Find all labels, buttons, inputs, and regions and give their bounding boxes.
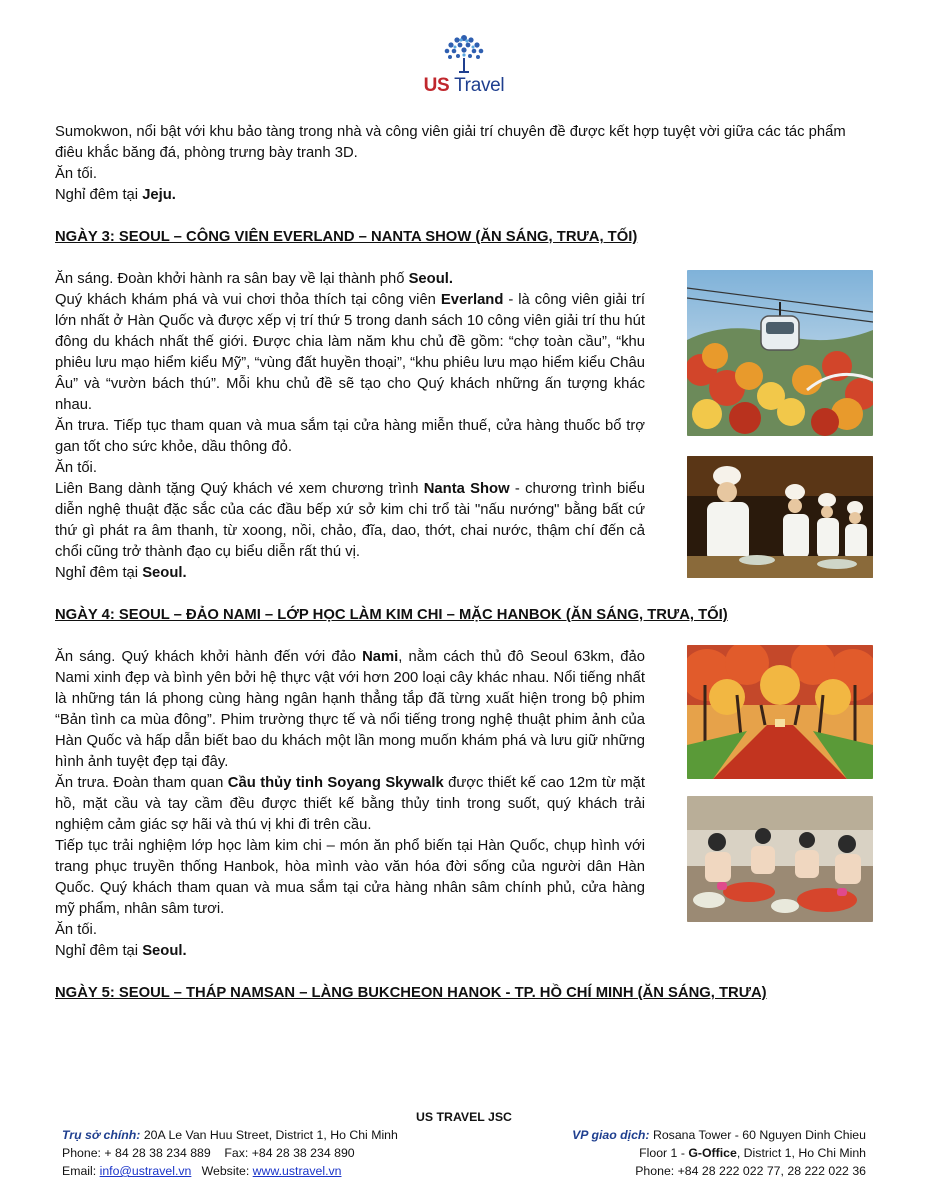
office-address: Rosana Tower - 60 Nguyen Dinh Chieu	[649, 1128, 866, 1142]
tree-logo-icon	[441, 32, 487, 74]
nanta-photo-art	[687, 456, 873, 578]
day3-p1	[55, 269, 645, 290]
nami-island-trees-photo	[687, 645, 873, 779]
brand-us: US	[423, 75, 450, 96]
nanta-show-chefs-photo	[687, 456, 873, 578]
day3-p5-bold: Nanta Show	[423, 481, 510, 497]
day3-text	[55, 269, 645, 584]
footer-office-phone: Phone: +84 28 222 022 77, 28 222 022 36	[635, 1164, 866, 1178]
day4-p2-text: Ăn trưa. Đoàn tham quan	[55, 775, 228, 791]
day3-p4: Ăn tối.	[55, 460, 97, 476]
day4-p4: Ăn tối.	[55, 922, 97, 938]
footer-hq-phone: Phone: + 84 28 38 234 889 Fax: +84 28 38 234 890	[62, 1146, 355, 1160]
footer-office	[572, 1126, 866, 1144]
day3-p2-text: Quý khách khám phá và vui chơi thỏa thích tại công viên	[55, 292, 441, 308]
hq-label: Trụ sở chính:	[62, 1128, 141, 1142]
day4-p5-bold: Seoul.	[142, 943, 187, 959]
day3-p6	[55, 563, 645, 584]
email-link[interactable]: info@ustravel.vn	[99, 1164, 192, 1178]
day3-p2	[55, 290, 645, 416]
day3-p1-text: Ăn sáng. Đoàn khởi hành ra sân bay về lại thành phố	[55, 271, 409, 287]
nami-photo-art	[687, 645, 873, 779]
intro-dinner: Ăn tối.	[55, 166, 97, 182]
office-floor-rest: , District 1, Ho Chi Minh	[736, 1146, 866, 1160]
day4-p1-rest: , nằm cách thủ đô Seoul 63km, đảo Nami xinh đẹp và bình yên bởi hệ thực vật với hơn 200 loại cây khác nhau. Nổi tiếng nhất là những tán lá phong cùng hàng ngân hạnh thẳng tắp đã từng xuất hiện trong bộ phim “Bản tình ca mùa đông”. Phim trường thực tế và nổi tiếng trong nghệ thuật phim ảnh của Hàn Quốc và hấp dẫn biết bao du khách một lần mong muốn khám phá và lưu giữ những hình ảnh tuyệt đẹp tại đây.	[55, 649, 645, 770]
day3-p5-rest: - chương trình biểu diễn nghệ thuật đặc sắc của các đầu bếp xứ sở kim chi trổ tài "nấu nướng" bằng bất cứ thứ gì phát ra âm thanh, từ xoong, nồi, chảo, đĩa, dao, thớt, chai nước, thậm chí đến cả chổi cũng trở thành đạo cụ biểu diễn rất thú vị.	[55, 481, 646, 560]
website-label: Website:	[191, 1164, 253, 1178]
day3-p3: Ăn trưa. Tiếp tục tham quan và mua sắm tại cửa hàng miễn thuế, cửa hàng thuốc bổ trợ gan tốt cho sức khỏe, dầu thông đỏ.	[55, 418, 645, 455]
everland-cable-car-photo	[687, 270, 873, 436]
itinerary-content	[55, 122, 875, 1004]
kimchi-class-photo	[687, 796, 873, 922]
day4-section	[55, 647, 875, 962]
day4-p3: Tiếp tục trải nghiệm lớp học làm kim chi – món ăn phổ biến tại Hàn Quốc, chụp hình với trang phục truyền thống Hanbok, hòa mình vào văn hóa đời sống của người dân Hàn Quốc. Quý khách tham quan và mua sắm tại cửa hàng nhân sâm chính phủ, cửa hàng mỹ phẩm, nhân sâm tươi.	[55, 838, 645, 917]
everland-photo-art	[687, 270, 873, 436]
intro-paragraph: Sumokwon, nổi bật với khu bảo tàng trong nhà và công viên giải trí chuyên đề được kết hợp tuyệt vời giữa các tác phẩm điêu khắc băng đá, phòng trưng bày tranh 3D.	[55, 124, 846, 161]
footer-right	[572, 1126, 866, 1180]
day4-p1	[55, 647, 645, 773]
day4-p5	[55, 941, 645, 962]
us-travel-logo	[414, 32, 514, 100]
day4-p2	[55, 773, 645, 836]
day4-p2-bold: Cầu thủy tinh Soyang Skywalk	[227, 775, 444, 791]
day3-p6-text: Nghỉ đêm tại	[55, 565, 143, 581]
intro-overnight	[55, 185, 875, 206]
footer-hq	[62, 1126, 398, 1144]
day3-section	[55, 269, 875, 584]
day3-p6-bold: Seoul.	[142, 565, 187, 581]
footer-contact	[62, 1162, 398, 1180]
office-floor-text: Floor 1 -	[639, 1146, 689, 1160]
website-link[interactable]: www.ustravel.vn	[252, 1164, 342, 1178]
footer-office-floor	[572, 1144, 866, 1162]
day3-p1-bold: Seoul.	[408, 271, 453, 287]
day5-heading: NGÀY 5: SEOUL – THÁP NAMSAN – LÀNG BUKCHEON HANOK - TP. HỒ CHÍ MINH (ĂN SÁNG, TRƯA)	[55, 985, 767, 1001]
day4-p1-bold: Nami	[362, 649, 399, 665]
intro-overnight-text: Nghỉ đêm tại	[55, 187, 143, 203]
kimchi-photo-art	[687, 796, 873, 922]
day4-photos	[687, 647, 875, 962]
hq-address: 20A Le Van Huu Street, District 1, Ho Chi Minh	[140, 1128, 398, 1142]
day3-photos	[687, 269, 875, 584]
day3-heading: NGÀY 3: SEOUL – CÔNG VIÊN EVERLAND – NANTA SHOW (ĂN SÁNG, TRƯA, TỐI)	[55, 229, 638, 245]
day4-p1-text: Ăn sáng. Quý khách khởi hành đến với đảo	[55, 649, 363, 665]
day3-p5	[55, 479, 645, 563]
intro-overnight-place: Jeju.	[142, 187, 176, 203]
day4-p2-rest: được thiết kế cao 12m từ mặt hồ, mặt cầu và tay cầm đều được thiết kế bằng thủy tinh trong suốt, quý khách trải nghiệm cảm giác sợ hãi và thú vị khi đi trên cầu.	[55, 775, 645, 833]
footer-left	[62, 1126, 398, 1180]
brand-wordmark	[414, 76, 514, 96]
day3-p2-rest: - là công viên giải trí lớn nhất ở Hàn Quốc và được xếp vị trí thứ 5 trong danh sách 10 công viên giải trí thu hút đông du khách nhất thế giới. Được chia làm năm khu chủ đề gồm: “chợ toàn cầu”, “khu phiêu lưu mạo hiểm kiểu Mỹ”, “vùng đất huyền thoại”, “khu phiêu lưu mạo hiểm kiểu Châu Âu” và “vườn bách thú”. Mỗi khu chủ đề sẽ tạo cho Quý khách những ấn tượng khác nhau.	[55, 292, 645, 413]
email-label: Email:	[62, 1164, 100, 1178]
day3-p2-bold: Everland	[440, 292, 504, 308]
day4-text	[55, 647, 645, 962]
footer-company: US TRAVEL JSC	[416, 1110, 512, 1124]
day4-heading: NGÀY 4: SEOUL – ĐẢO NAMI – LỚP HỌC LÀM KIM CHI – MẶC HANBOK (ĂN SÁNG, TRƯA, TỐI)	[55, 607, 728, 623]
office-floor-bold: G-Office	[688, 1146, 737, 1160]
brand-travel: Travel	[454, 75, 505, 96]
office-label: VP giao dịch:	[572, 1128, 650, 1142]
day4-p5-text: Nghỉ đêm tại	[55, 943, 143, 959]
day3-p5-text: Liên Bang dành tặng Quý khách vé xem chương trình	[55, 481, 424, 497]
page-footer	[62, 1108, 866, 1180]
